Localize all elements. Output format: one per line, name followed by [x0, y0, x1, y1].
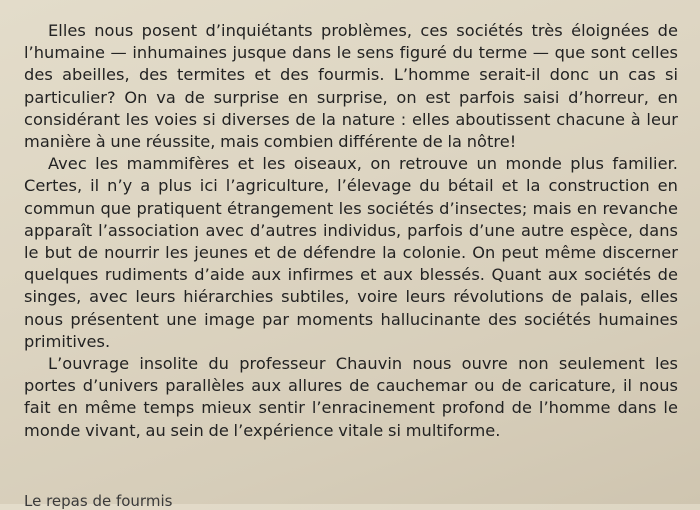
paragraph-1: Elles nous posent d’inquiétants problèmes, ces sociétés très éloignées de l’humaine — inhumaines jusque dans le sens figuré du terme — que sont celles des abeilles, des termites et des fourmis. L’homme serait-il donc un cas si particulier? On va de surprise en surprise, on est parfois saisi d’horreur, en considérant les voies si diverses de la nature : elles aboutissent chacune à leur manière à une réussite, mais combien différente de la nôtre!	[24, 21, 678, 152]
blurb-text	[24, 20, 678, 442]
paragraph-2: Avec les mammifères et les oiseaux, on retrouve un monde plus familier. Certes, il n’y a plus ici l’agriculture, l’élevage du bétail et la construction en commun que pratiquent étrangement les sociétés d’insectes; mais en revanche apparaît l’association avec d’autres individus, parfois d’une autre espèce, dans le but de nourrir les jeunes et de défendre la colonie. On peut même discerner quelques rudiments d’aide aux infirmes et aux blessés. Quant aux sociétés de singes, avec leurs hiérarchies subtiles, voire leurs révolutions de palais, elles nous présentent une image par moments hallucinante des sociétés humaines primitives.	[24, 154, 678, 351]
paragraph-3: L’ouvrage insolite du professeur Chauvin nous ouvre non seulement les portes d’univers parallèles aux allures de cauchemar ou de caricature, il nous fait en même temps mieux sentir l’enracinement profond de l’homme dans le monde vivant, au sein de l’expérience vitale si multiforme.	[24, 354, 678, 440]
cover-caption: Le repas de fourmis	[24, 492, 173, 510]
